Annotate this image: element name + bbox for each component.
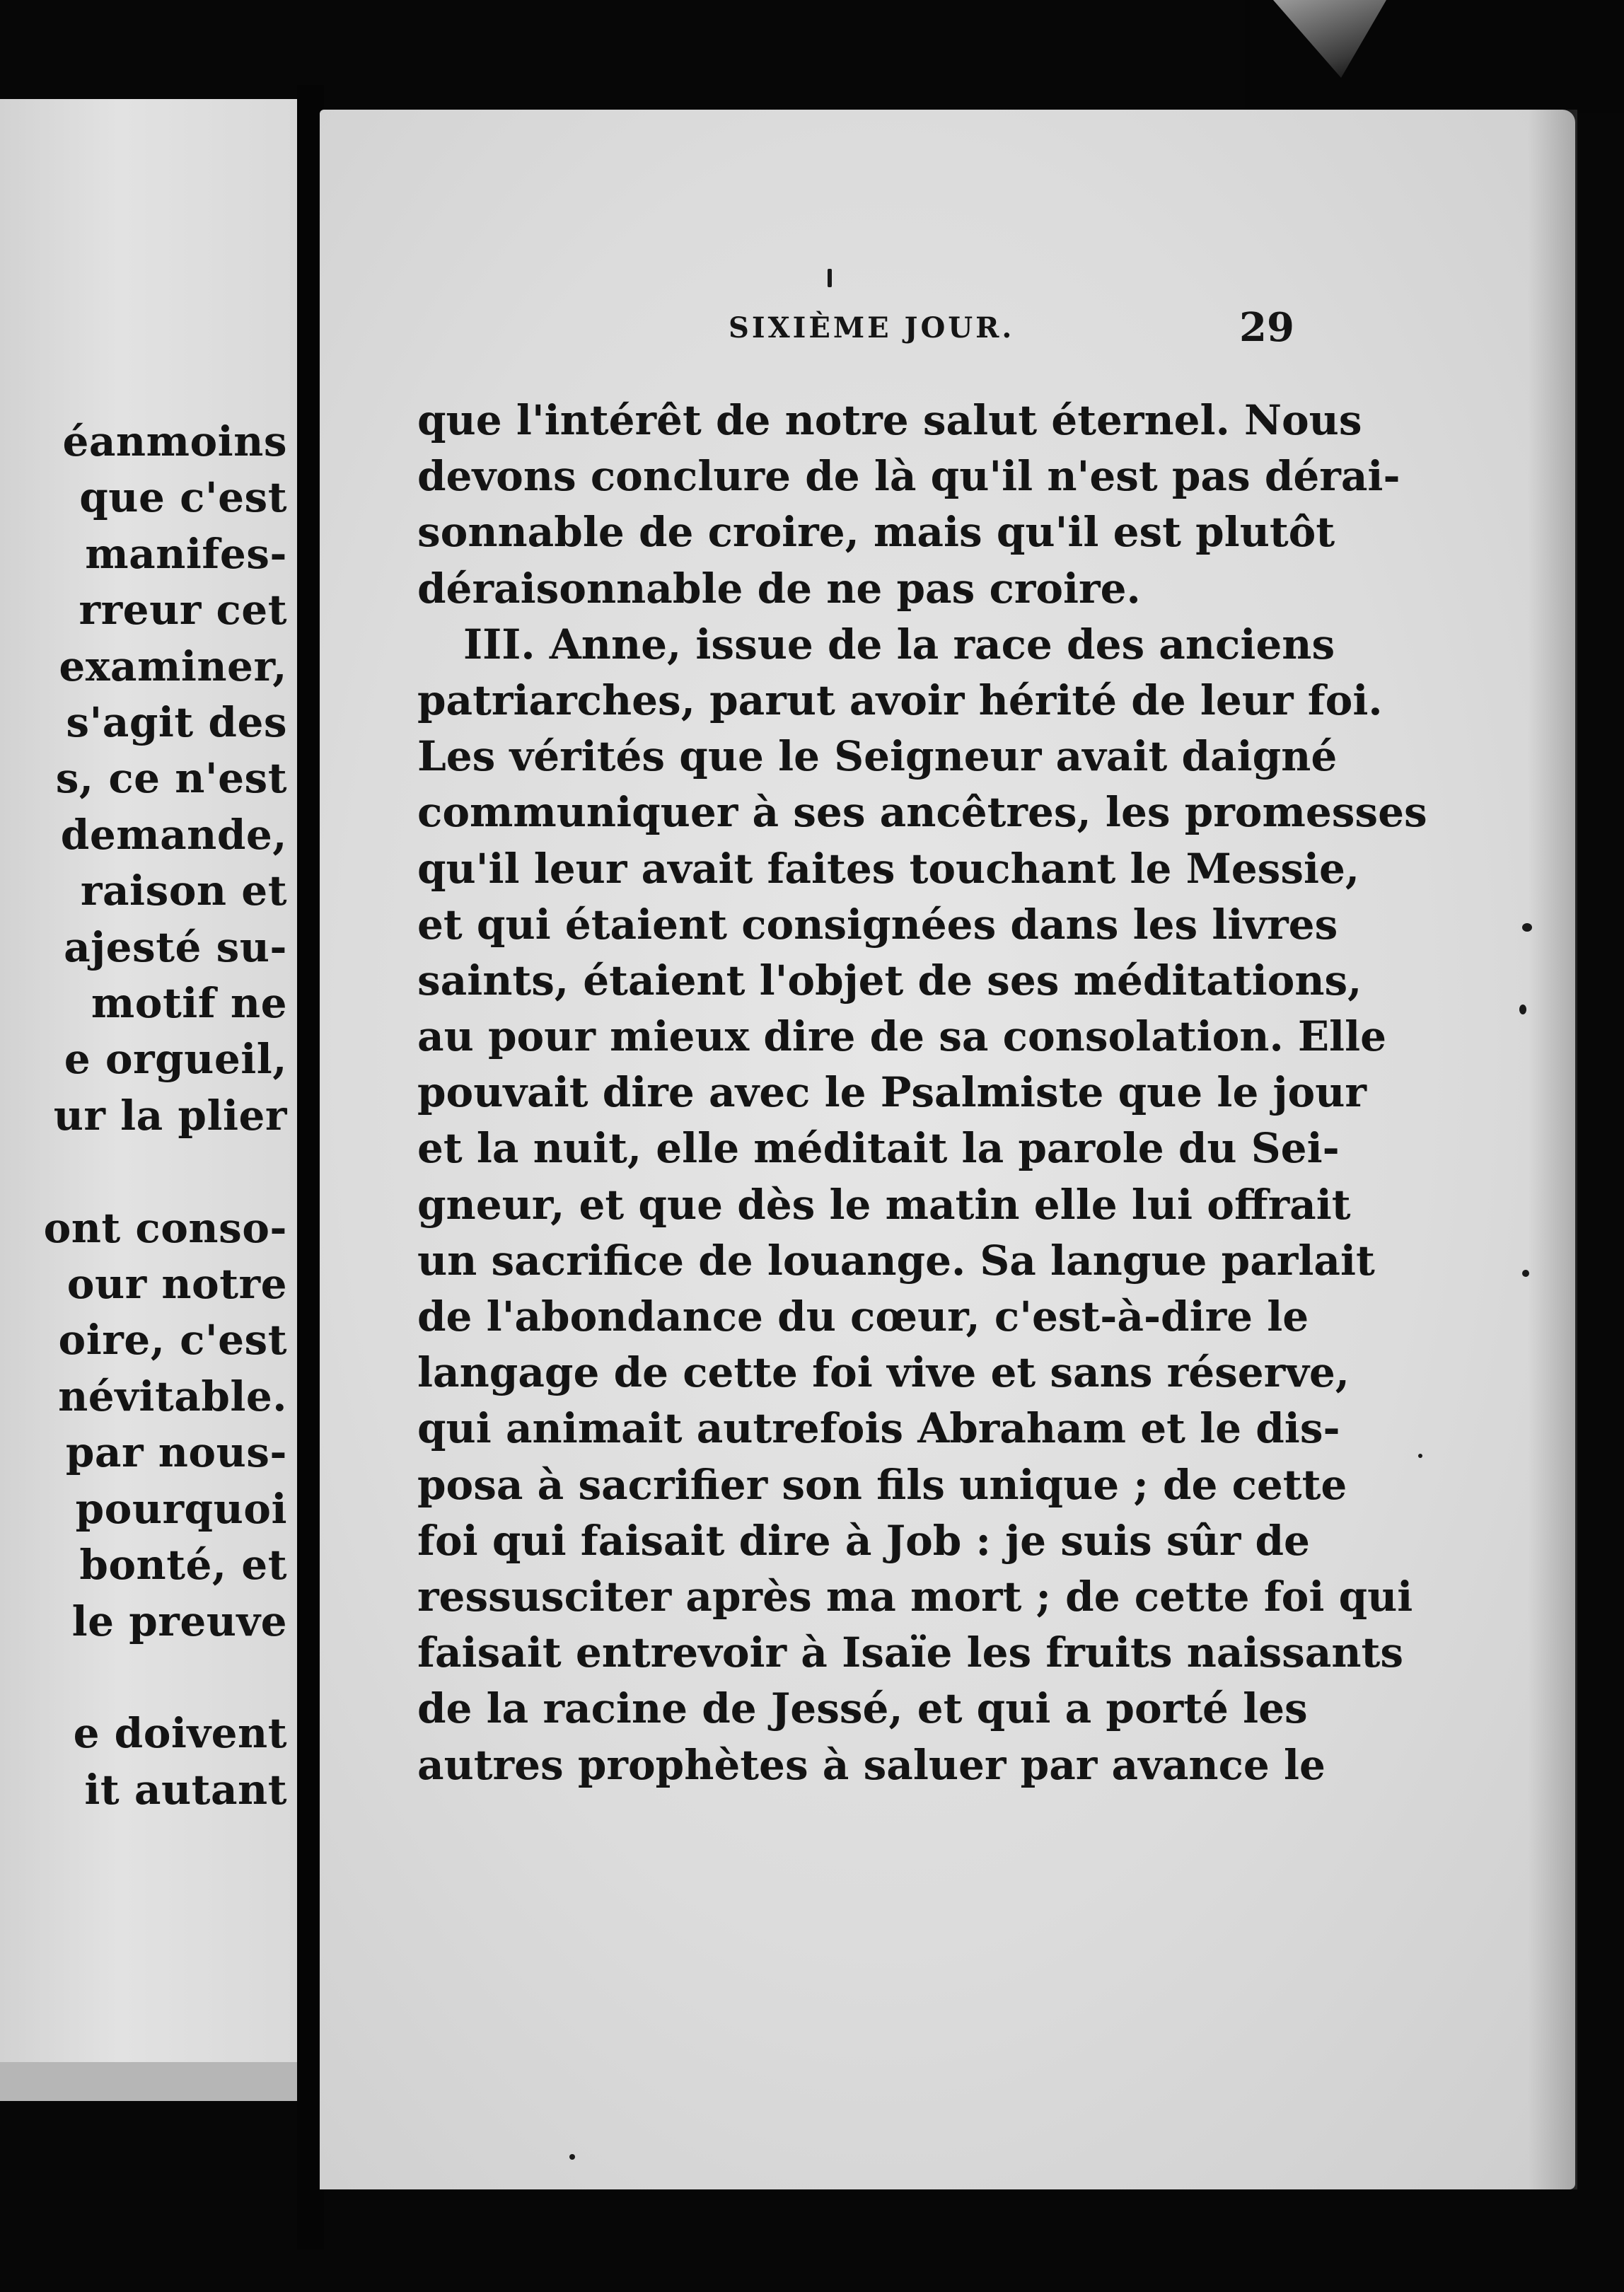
facing-line: ont conso- [43,1203,287,1252]
text-line: III. Anne, issue de la race des anciens [463,620,1335,668]
facing-line: bonté, et [79,1541,287,1590]
facing-line: manifes- [85,529,287,578]
text-line: langage de cette foi vive et sans réserve, [417,1348,1350,1397]
facing-line: oire, c'est [58,1316,287,1365]
text-line: autres prophètes à saluer par avance le [417,1740,1326,1789]
scan-speck [1522,923,1532,932]
text-line: et qui étaient consignées dans les livres [417,900,1338,949]
text-line: de la racine de Jessé, et qui a porté les [417,1684,1308,1733]
facing-line: it autant [84,1765,287,1814]
facing-line: examiner, [59,642,287,690]
facing-page-text [0,414,287,1818]
body-text [417,393,1427,1793]
facing-line: pourquoi [75,1484,287,1533]
scan-speck [1519,1005,1526,1014]
text-line: sonnable de croire, mais qu'il est plutôt [417,508,1335,557]
page-number: 29 [1239,304,1294,351]
text-line: foi qui faisait dire à Job : je suis sûr de [417,1516,1310,1565]
facing-line: e orgueil, [64,1035,287,1084]
text-line: ressusciter après ma mort ; de cette foi qui [417,1572,1413,1621]
facing-line: que c'est [79,473,287,522]
text-line: posa à sacrifier son fils unique ; de cette [417,1460,1347,1509]
text-line: patriarches, parut avoir hérité de leur foi. [417,676,1383,724]
text-line: pouvait dire avec le Psalmiste que le jour [417,1068,1367,1117]
facing-line: motif ne [91,979,287,1028]
paragraph-gap [0,1144,287,1200]
text-line: de l'abondance du cœur, c'est-à-dire le [417,1292,1309,1341]
text-line: qu'il leur avait faites touchant le Messie, [417,844,1360,893]
text-line: saints, étaient l'objet de ses méditations, [417,956,1362,1005]
facing-line: s, ce n'est [55,754,287,803]
text-line: Les vérités que le Seigneur avait daigné [417,732,1338,781]
facing-line: ur la plier [53,1091,287,1140]
facing-line: s'agit des [66,698,287,747]
page-bottom-edge [0,2062,297,2101]
text-line: gneur, et que dès le matin elle lui offrait [417,1180,1351,1229]
paragraph-gap [0,1650,287,1706]
text-line: communiquer à ses ancêtres, les promesses [417,788,1427,837]
facing-line: éanmoins [62,417,287,465]
facing-line: demande, [60,810,287,859]
facing-line: raison et [80,867,287,915]
scan-speck [1418,1454,1422,1458]
text-line: qui animait autrefois Abraham et le dis- [417,1404,1340,1453]
scan-speck [1522,1270,1529,1277]
facing-line: rreur cet [79,586,287,635]
facing-line: le preuve [71,1597,287,1645]
text-line: un sacrifice de louange. Sa langue parlait [417,1236,1375,1285]
facing-line: our notre [66,1260,287,1309]
text-line: déraisonnable de ne pas croire. [417,564,1141,613]
scan-speck [828,269,832,287]
text-line: devons conclure de là qu'il n'est pas dérai- [417,452,1400,501]
facing-page-left [0,99,297,2101]
running-head: SIXIÈME JOUR. [729,311,1015,345]
facing-line: e doivent [73,1709,287,1758]
text-line: et la nuit, elle méditait la parole du Sei- [417,1124,1340,1173]
text-line: que l'intérêt de notre salut éternel. Nous [417,396,1362,444]
facing-line: névitable. [58,1372,287,1420]
scan-speck [569,2154,575,2160]
text-line: faisait entrevoir à Isaïe les fruits naissants [417,1628,1403,1677]
facing-line: par nous- [65,1428,287,1477]
page-right-edge-shadow [1528,110,1577,2189]
text-line: au pour mieux dire de sa consolation. Elle [417,1012,1387,1061]
facing-line: ajesté su- [64,922,287,971]
